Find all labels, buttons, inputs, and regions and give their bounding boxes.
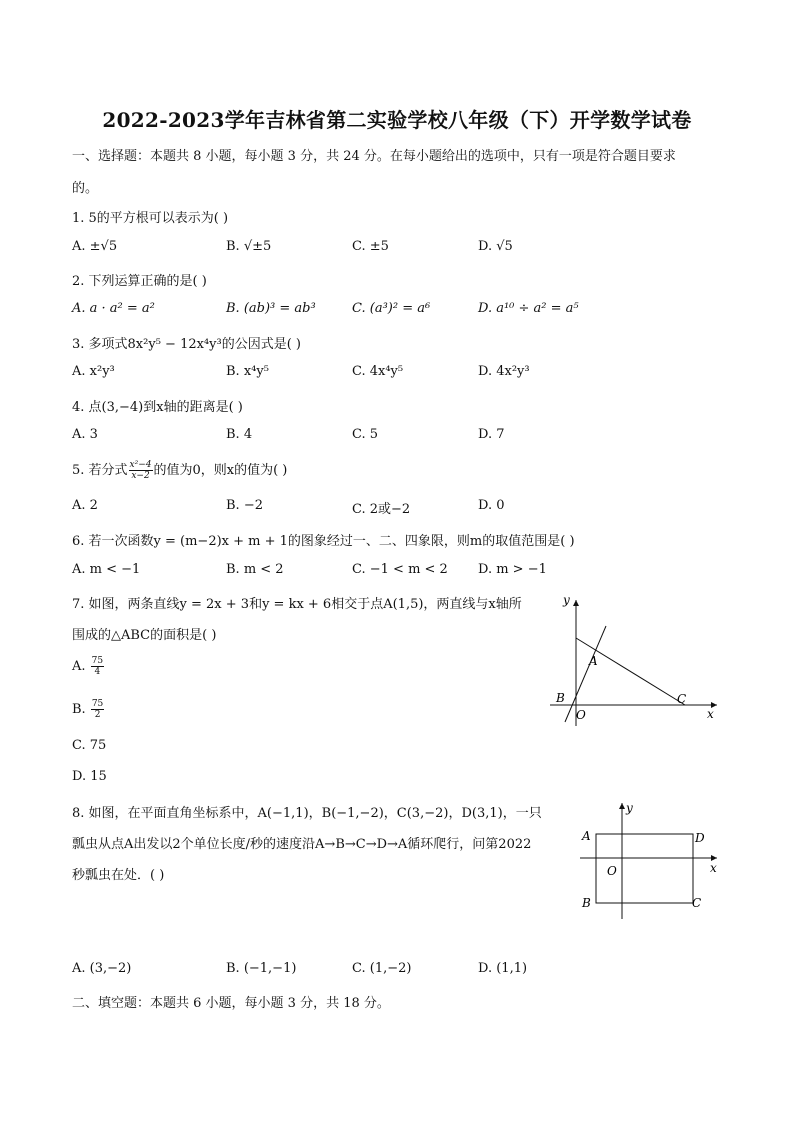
q7-option-a [72,656,105,677]
q5-option-d: D. 0 [478,498,505,513]
q4-option-a: A. 3 [72,427,98,442]
q5-fraction [129,460,153,481]
section1-instructions: 一、选择题：本题共 8 小题，每小题 3 分，共 24 分。在每小题给出的选项中，只有一项是符合题目要求 [72,149,676,164]
q7-label-c: C [677,692,687,706]
q8-label-y: y [626,801,633,815]
q4-option-d: D. 7 [478,427,505,442]
q3-option-b: B. x⁴y⁵ [226,364,269,379]
q2-stem: 2. 下列运算正确的是( ) [72,274,207,289]
q7-option-b-denominator: 2 [94,710,101,720]
q8-figure [575,797,725,922]
q5-stem-pre: 5. 若分式 [72,463,128,478]
q8-label-c: C [692,896,702,910]
q5-option-c: C. 2或−2 [352,502,411,517]
q8-label-x: x [710,861,717,875]
q7-label-b: B [556,691,565,705]
q2-option-d: D. a¹⁰ ÷ a² = a⁵ [478,301,579,316]
q6-option-c: C. −1 < m < 2 [352,562,448,577]
q7-figure [545,588,725,730]
exam-title: 2022-2023学年吉林省第二实验学校八年级（下）开学数学试卷 [102,108,692,132]
q7-option-d: D. 15 [72,769,107,784]
q6-option-b: B. m < 2 [226,562,284,577]
q5-stem-post: 的值为0，则x的值为( ) [153,463,288,478]
q1-option-a: A. ±√5 [72,239,118,254]
section2-instructions: 二、填空题：本题共 6 小题，每小题 3 分，共 18 分。 [72,996,390,1011]
q5-fraction-numerator: x²−4 [129,460,152,470]
q7-option-a-fraction [91,656,104,677]
q8-option-b: B. (−1,−1) [226,961,297,976]
q7-option-b-fraction [91,699,104,720]
q6-stem: 6. 若一次函数y = (m−2)x + m + 1的图象经过一、二、四象限，则m的取值范围是( ) [72,534,575,549]
q7-option-a-numerator: 75 [91,656,104,666]
q7-line-shallow [576,638,685,705]
q2-option-a: A. a · a² = a² [72,301,155,316]
q7-label-x: x [707,707,714,721]
q7-stem-cont: 围成的△ABC的面积是( ) [72,628,217,643]
q4-option-c: C. 5 [352,427,379,442]
q2-option-b: B. (ab)³ = ab³ [226,301,316,316]
q8-stem-cont: 瓢虫从点A出发以2个单位长度/秒的速度沿A→B→C→D→A循环爬行，问第2022 [72,837,532,852]
q8-option-a: A. (3,−2) [72,961,132,976]
q5-option-b: B. −2 [226,498,263,513]
q7-option-a-denominator: 4 [94,667,101,677]
q7-label-y: y [563,593,570,607]
q5-fraction-denominator: x−2 [131,471,150,481]
q4-option-b: B. 4 [226,427,253,442]
q8-label-o: O [607,864,617,878]
q1-option-b: B. √±5 [226,239,272,254]
q3-stem: 3. 多项式8x²y⁵ − 12x⁴y³的公因式是( ) [72,337,301,352]
q8-option-c: C. (1,−2) [352,961,412,976]
q2-option-c: C. (a³)² = a⁶ [352,301,431,316]
q8-label-d: D [695,831,705,845]
q8-label-b: B [582,896,591,910]
q7-label-o: O [576,708,586,722]
q8-stem-cont2: 秒瓢虫在处．( ) [72,868,165,883]
section1-instructions-cont: 的。 [72,181,99,196]
q7-option-c: C. 75 [72,738,107,753]
q8-label-a: A [582,829,591,843]
q5-stem [72,459,287,481]
q6-option-d: D. m > −1 [478,562,547,577]
q4-stem: 4. 点(3,−4)到x轴的距离是( ) [72,400,243,415]
q7-option-a-label: A. [72,659,86,674]
q1-option-d: D. √5 [478,239,513,254]
q6-option-a: A. m < −1 [72,562,141,577]
q1-stem: 1. 5的平方根可以表示为( ) [72,211,229,226]
q3-option-c: C. 4x⁴y⁵ [352,364,404,379]
q3-option-d: D. 4x²y³ [478,364,530,379]
q7-option-b [72,699,105,720]
q7-option-b-label: B. [72,702,86,717]
q8-option-d: D. (1,1) [478,961,528,976]
q7-option-b-numerator: 75 [91,699,104,709]
q1-option-c: C. ±5 [352,239,389,254]
q8-stem: 8. 如图，在平面直角坐标系中，A(−1,1)，B(−1,−2)，C(3,−2)，D(3,1)，一只 [72,806,542,821]
q3-option-a: A. x²y³ [72,364,115,379]
q5-option-a: A. 2 [72,498,98,513]
q7-stem: 7. 如图，两条直线y = 2x + 3和y = kx + 6相交于点A(1,5)，两直线与x轴所 [72,597,522,612]
q7-label-a: A [589,654,598,668]
